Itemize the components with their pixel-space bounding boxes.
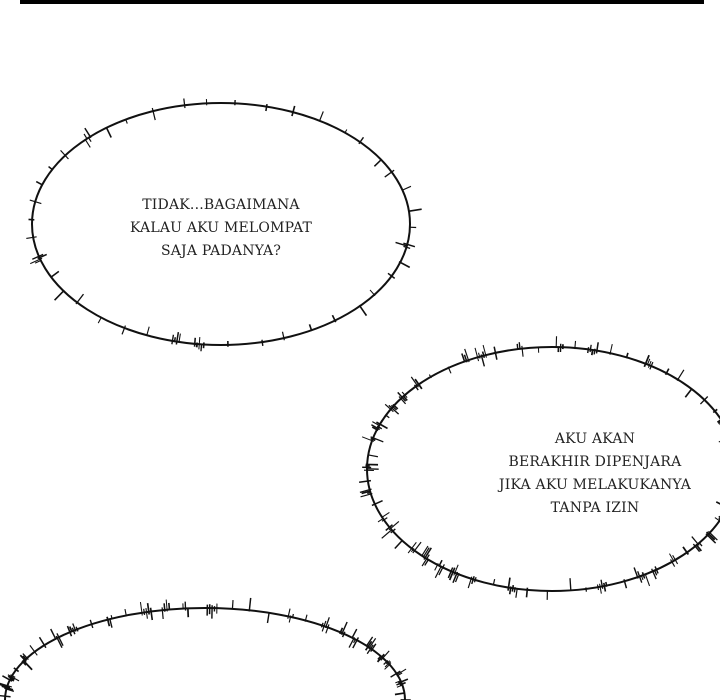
bubble-tick	[164, 603, 165, 611]
speech-line: TANPA IZIN	[550, 500, 640, 516]
bubble-tick	[399, 262, 410, 268]
speech-line: SAJA PADANYA?	[160, 243, 282, 259]
bubble-tick	[512, 585, 513, 591]
bubble-tick	[359, 305, 366, 315]
bubble-tick	[699, 543, 702, 546]
speech-line: JIKA AKU MELAKUKANYA	[498, 477, 692, 493]
bubble-tick	[174, 337, 175, 342]
bubble-tick	[144, 609, 145, 615]
bubble-tick	[352, 629, 357, 638]
bubble-tick	[645, 574, 649, 586]
bubble-tick	[201, 344, 202, 351]
bubble-tick	[588, 347, 589, 353]
bubble-tick	[49, 167, 53, 170]
bubble-tick	[677, 370, 684, 381]
bubble-tick	[510, 587, 511, 595]
bubble-tick	[266, 104, 267, 111]
bubble-tick	[594, 349, 595, 355]
bubble-tick	[592, 349, 593, 355]
bubble-tick	[402, 186, 411, 190]
bubble-tick	[395, 540, 403, 548]
bubble-tick	[36, 182, 42, 186]
bubble-tick	[249, 598, 250, 611]
bubble-tick	[519, 342, 520, 349]
bubble-tick	[195, 338, 196, 347]
bubble-tick	[169, 603, 170, 610]
bubble-tick	[517, 344, 518, 349]
speech-line: TIDAK...BAGAIMANA	[142, 197, 300, 213]
bubble-tick	[319, 111, 323, 121]
speech-line: AKU AKAN	[554, 431, 636, 447]
bubble-tick	[262, 340, 263, 346]
bubble-tick	[527, 588, 528, 598]
speech-bubble-3-outline	[0, 598, 411, 700]
bubble-tick	[575, 341, 576, 349]
bubble-tick	[292, 614, 293, 618]
speech-bubble-1-text	[96, 194, 346, 263]
bubble-tick	[98, 317, 101, 323]
bubble-tick	[382, 530, 392, 539]
bubble-tick	[55, 290, 65, 300]
bubble-tick	[232, 600, 233, 609]
bubble-ellipse	[5, 608, 405, 700]
bubble-tick	[51, 629, 56, 640]
bubble-tick	[408, 209, 421, 211]
bubble-tick	[606, 582, 607, 587]
speech-bubble-2-text	[465, 428, 720, 520]
speech-line: KALAU AKU MELOMPAT	[129, 220, 313, 236]
bubble-tick	[570, 578, 571, 590]
bubble-tick	[586, 587, 587, 591]
bubble-tick	[84, 134, 87, 139]
speech-line: BERAKHIR DIPENJARA	[508, 454, 682, 470]
bubble-tick	[514, 587, 515, 592]
